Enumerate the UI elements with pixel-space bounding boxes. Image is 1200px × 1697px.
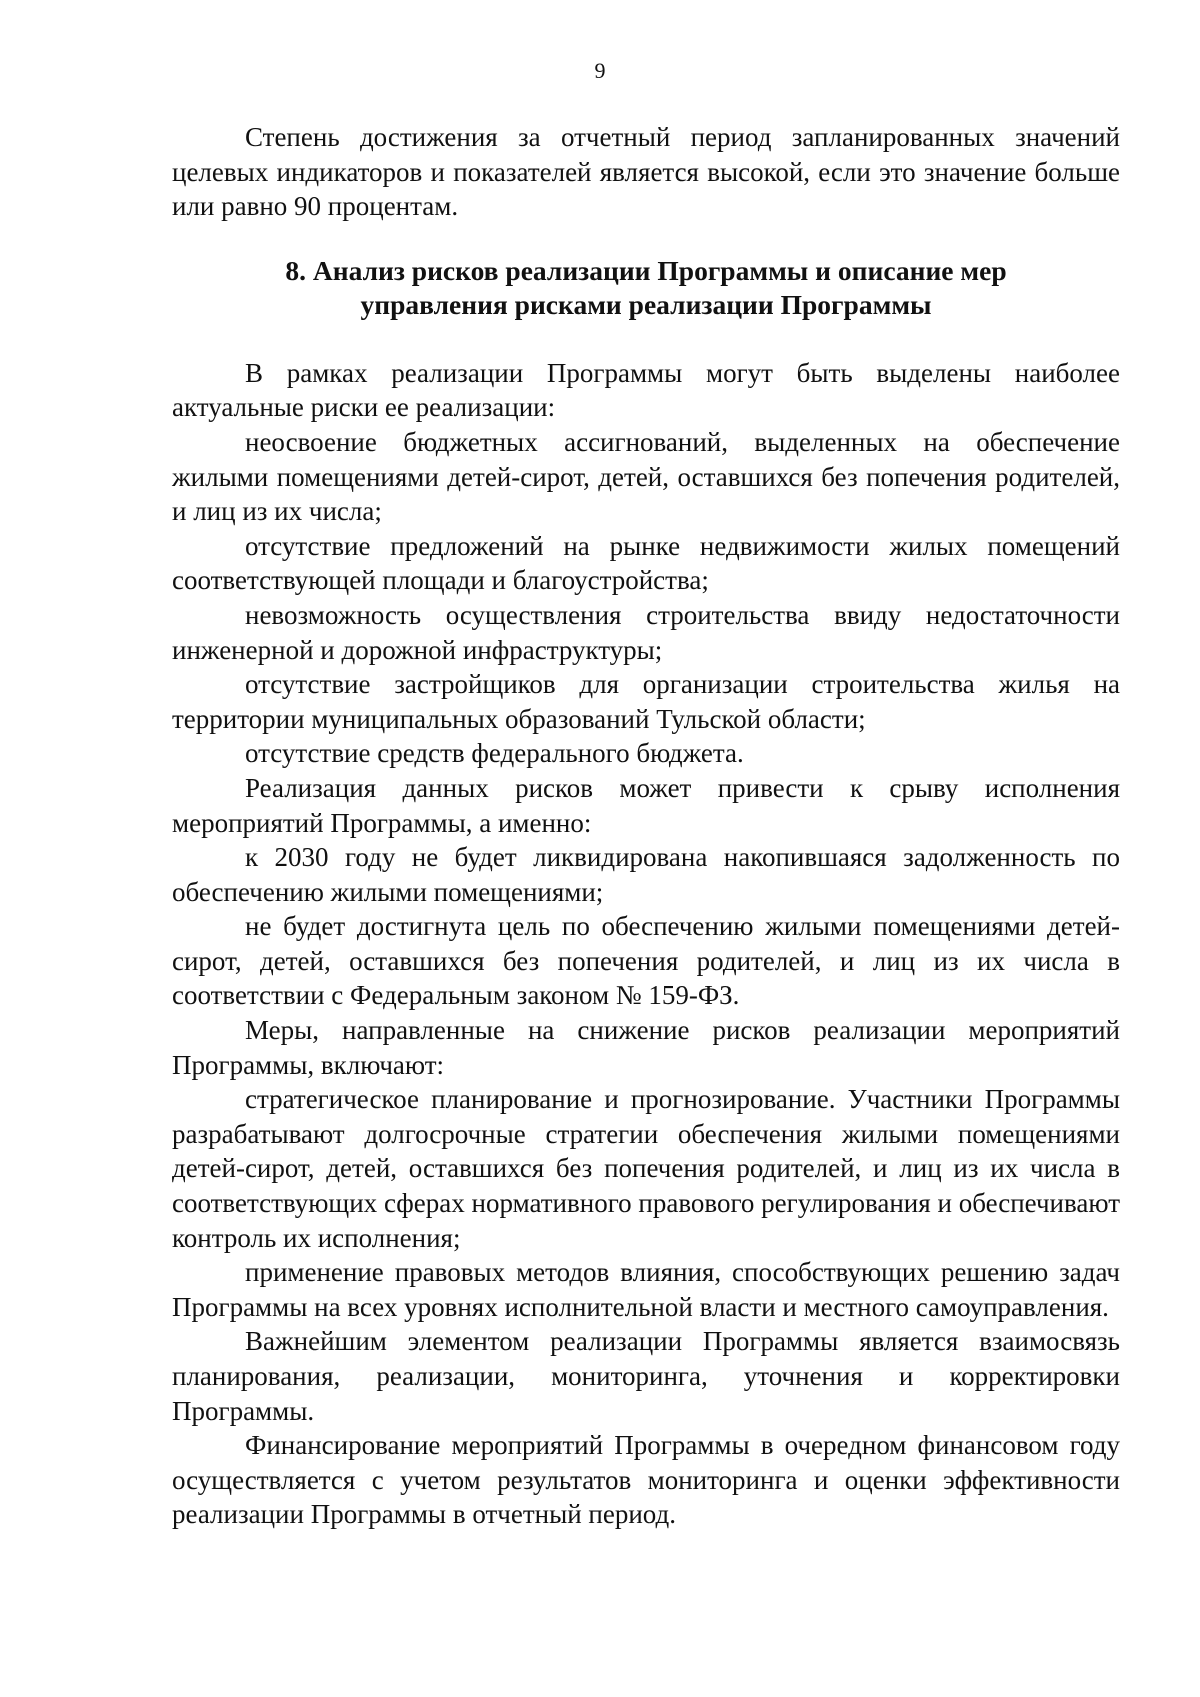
- paragraph-financing: Финансирование мероприятий Программы в очередном финансовом году осуществляется с учетом результатов мониторинга и оценки эффективности реализации Программы в отчетный период.: [172, 1430, 1120, 1530]
- paragraph-risks-intro: В рамках реализации Программы могут быть выделены наиболее актуальные риски ее реализации:: [172, 357, 1120, 423]
- page-content: [172, 120, 1120, 1532]
- paragraph-risk-federal-funds: отсутствие средств федерального бюджета.: [245, 738, 744, 769]
- paragraph-consequence-debt: к 2030 году не будет ликвидирована накопившаяся задолженность по обеспечению жилыми помещениями;: [172, 842, 1120, 907]
- page-number: 9: [594, 58, 606, 83]
- paragraph-risk-budget: неосвоение бюджетных ассигнований, выделенных на обеспечение жилыми помещениями детей-сирот, детей, оставшихся без попечения родителей, и лиц из их числа;: [172, 426, 1120, 527]
- paragraph-risk-market: отсутствие предложений на рынке недвижимости жилых помещений соответствующей площади и благоустройства;: [172, 530, 1120, 596]
- paragraph-measure-planning: стратегическое планирование и прогнозирование. Участники Программы разрабатывают долгосрочные стратегии обеспечения жилыми помещениями детей-сирот, детей, оставшихся без попечения родителей, и лиц из их числа в соответствующих сферах нормативного правового регулирования и обеспечивают контроль их исполнения;: [172, 1084, 1120, 1253]
- paragraph-key-element: Важнейшим элементом реализации Программы является взаимосвязь планирования, реализации, мониторинга, уточнения и корректировки Программы.: [172, 1326, 1120, 1426]
- paragraph-consequence-goal: не будет достигнута цель по обеспечению жилыми помещениями детей-сирот, детей, оставшихся без попечения родителей, и лиц из их числа в соответствии с Федеральным законом № 159-ФЗ.: [172, 911, 1120, 1011]
- section-heading-line-2: управления рисками реализации Программы: [360, 288, 932, 320]
- section-heading-line-1: 8. Анализ рисков реализации Программы и описание мер: [285, 254, 1007, 286]
- paragraph-consequences-intro: Реализация данных рисков может привести к срыву исполнения мероприятий Программы, а именно:: [172, 772, 1120, 838]
- paragraph-risk-developers: отсутствие застройщиков для организации строительства жилья на территории муниципальных образований Тульской области;: [172, 669, 1120, 734]
- paragraph-measure-legal: применение правовых методов влияния, способствующих решению задач Программы на всех уровнях исполнительной власти и местного самоуправления.: [172, 1257, 1120, 1322]
- intro-paragraph: Степень достижения за отчетный период запланированных значений целевых индикаторов и показателей является высокой, если это значение больше или равно 90 процентам.: [172, 122, 1120, 222]
- paragraph-risk-infrastructure: невозможность осуществления строительства ввиду недостаточности инженерной и дорожной инфраструктуры;: [172, 599, 1120, 665]
- section-heading: [172, 254, 1120, 322]
- paragraph-measures-intro: Меры, направленные на снижение рисков реализации мероприятий Программы, включают:: [172, 1015, 1120, 1080]
